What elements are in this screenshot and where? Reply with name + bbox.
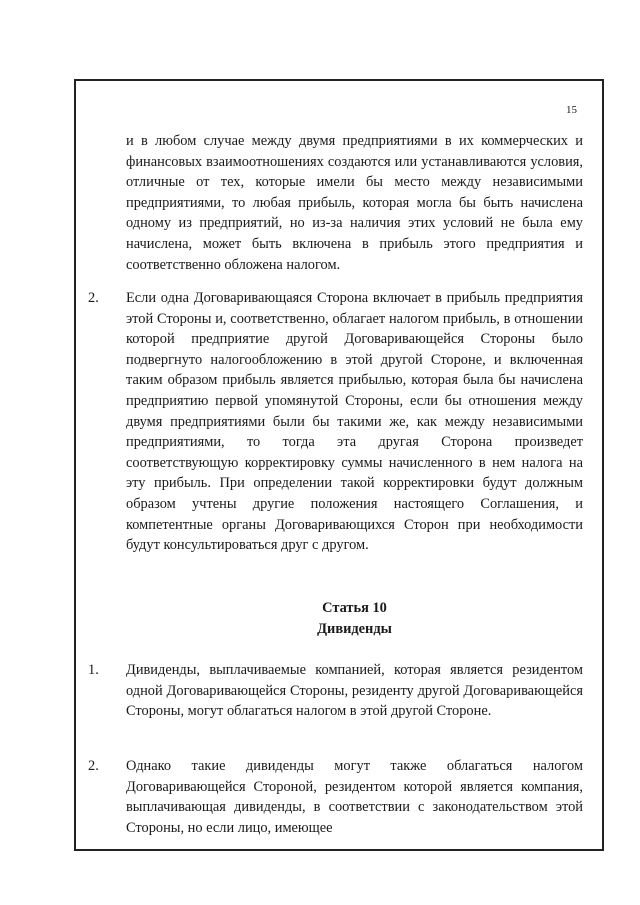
article10-paragraph-1: Дивиденды, выплачиваемые компанией, которая является резидентом одной Договаривающейся Стороны, резиденту другой Договаривающейся Стороны, могут облагаться налогом в этой другой Стороне.: [126, 662, 583, 720]
item-number: 2.: [88, 290, 99, 306]
article-subtitle: Дивиденды: [317, 621, 392, 637]
article10-paragraph-2: Однако такие дивиденды могут также облагаться налогом Договаривающейся Стороной, резидентом которой является компания, выплачивающая дивиденды, в соответствии с законодательством этой Стороны, но если лицо, имеющее: [126, 758, 583, 836]
article9-paragraph-2: Если одна Договаривающаяся Сторона включает в прибыль предприятия этой Стороны и, соответственно, облагает налогом прибыль, в отношении которой предприятие другой Договаривающейся Стороны было подвергнуто налогообложению в этой другой Стороне, и включенная таким образом прибыль является прибылью, которая была бы начислена предприятию первой упомянутой Стороны, если бы отношения между двумя предприятиями были бы такими же, как между независимыми предприятиями, то тогда эта другая Сторона произведет соответствующую корректировку суммы начисленного в нем налога на эту прибыль. При определении такой корректировки будут должным образом учтены другие положения настоящего Соглашения, и компетентные органы Договаривающихся Сторон при необходимости будут консультироваться друг с другом.: [126, 290, 583, 554]
item-number: 2.: [88, 758, 99, 774]
page-number: 15: [566, 104, 577, 116]
continuation-paragraph: и в любом случае между двумя предприятиями в их коммерческих и финансовых взаимоотношениях создаются или устанавливаются условия, отличные от тех, которые имели бы место между независимыми предприятиями, то любая прибыль, которая могла бы быть начислена одному из предприятий, но из-за наличия этих условий не была ему начислена, может быть включена в прибыль этого предприятия и соответственно обложена налогом.: [126, 133, 583, 273]
article-title: Статья 10: [322, 600, 387, 616]
item-number: 1.: [88, 662, 99, 678]
